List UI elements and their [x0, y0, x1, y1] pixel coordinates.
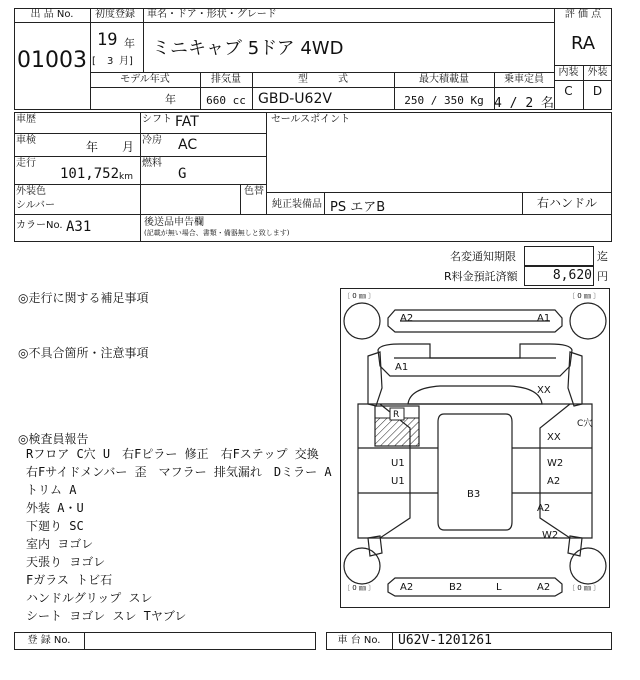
report-line: 下廻り SC: [26, 519, 84, 533]
car-diagram: [340, 288, 610, 608]
type-label: 型 式: [298, 74, 348, 85]
code-right-door-label: C穴: [577, 419, 593, 429]
recycle-unit: 円: [597, 270, 608, 283]
recycle-fee: 8,620: [552, 268, 592, 283]
tire-rear-left-icon: [344, 548, 380, 584]
eval-score: RA: [570, 33, 596, 54]
left-front-fender-icon: [368, 352, 382, 406]
code-right-front-door: XX: [547, 432, 561, 443]
code-roof: B3: [467, 489, 481, 500]
name-change-label: 名変通知期限: [450, 250, 516, 263]
chassis-label: 車 台 No.: [337, 635, 381, 646]
right-front-fender-icon: [568, 352, 582, 406]
mileage-value: 101,752: [60, 166, 120, 182]
report-line: 天張り ヨゴレ: [26, 555, 106, 569]
tire-front-right-icon: [570, 303, 606, 339]
shift-label: シフト: [142, 114, 172, 125]
tire-depth-top-right: 〔 0 ㎜ 〕: [568, 292, 601, 300]
car-name-label: 車名・ドア・形状・グレード: [147, 9, 277, 20]
history-label: 車歴: [16, 114, 36, 125]
mileage-label: 走行: [16, 158, 36, 169]
tire-depth-bottom-right: 〔 0 ㎜ 〕: [568, 584, 601, 592]
code-rear-bumper-4: A2: [537, 582, 551, 593]
color-no-label: カラーNo.: [16, 220, 63, 231]
displacement-value: 660 cc: [206, 94, 246, 107]
chassis-value: U62V-1201261: [398, 633, 492, 648]
code-right-front-fender: XX: [537, 385, 551, 396]
first-reg-month-open: [: [92, 56, 96, 67]
first-reg-year: 19: [97, 30, 118, 50]
equipment-value: PS エアB: [330, 200, 386, 215]
code-rear-bumper-1: A2: [400, 582, 414, 593]
history-line-2: [14, 156, 266, 157]
fuel-label: 燃料: [142, 158, 162, 169]
report-line: シート ヨゴレ スレ Tヤブレ: [26, 609, 187, 623]
car-name: ミニキャブ 5ドア 4WD: [152, 38, 344, 59]
equipment-label: 純正装備品: [272, 199, 322, 210]
code-rear-bumper-2: B2: [449, 582, 463, 593]
report-line: 室内 ヨゴレ: [26, 537, 94, 551]
capacity-label: 乗車定員: [504, 74, 544, 85]
equipment-divider: [324, 192, 325, 214]
max-load-value: 250 / 350 Kg: [404, 94, 484, 107]
code-front-bumper-right: A1: [537, 313, 551, 324]
damage-hatch-icon: [375, 418, 419, 446]
retrofit-label: 後送品申告欄: [144, 217, 204, 228]
roof-icon: [438, 414, 512, 530]
history-div-2: [266, 112, 267, 214]
header-divider-name: [143, 8, 144, 72]
code-front-bumper-left: A2: [400, 313, 414, 324]
sales-point-label: セールスポイント: [271, 114, 351, 125]
inspector-report-title: ◎検査員報告: [18, 432, 89, 446]
code-right-rear-2: A2: [547, 476, 561, 487]
inspection-label: 車検: [16, 135, 36, 146]
mileage-unit: km: [119, 172, 133, 182]
model-year-label: モデル年式: [120, 74, 170, 85]
retrofit-note: (記載が無い場合、書類・備器無しと致します): [144, 229, 290, 237]
code-hood: A1: [395, 362, 409, 373]
name-change-box: [524, 246, 594, 266]
first-reg-label: 初度登録: [95, 9, 135, 20]
lot-label: 出 品 No.: [30, 9, 74, 20]
report-line: Rフロア C穴 U 右Fピラー 修正 右Fステップ 交換: [26, 447, 319, 461]
code-box-r: R: [393, 410, 400, 420]
code-left-door-2: U1: [391, 476, 405, 487]
inspection-month-unit: 月: [122, 140, 135, 154]
color-no-value: A31: [66, 219, 92, 235]
name-change-unit: 迄: [597, 250, 608, 263]
reg-no-divider: [84, 632, 85, 650]
exterior-grade: D: [592, 84, 603, 98]
history-div-1: [140, 112, 141, 214]
spec-top-line: [90, 72, 554, 73]
shift-value: FAT: [175, 114, 199, 130]
code-right-rear-fender-2: W2: [542, 530, 559, 541]
code-left-door-1: U1: [391, 458, 405, 469]
eval-label: 評 価 点: [564, 9, 602, 20]
tire-front-left-icon: [344, 303, 380, 339]
report-line: 右Fサイドメンバー 歪 マフラー 排気漏れ Dミラー A: [26, 465, 332, 479]
color-change-divider: [240, 184, 241, 214]
exterior-color-value: シルバー: [16, 200, 56, 211]
ac-label: 冷房: [142, 135, 162, 146]
color-no-divider: [140, 214, 141, 242]
first-reg-month: 3: [107, 56, 114, 67]
spec-mid-line: [90, 87, 554, 88]
interior-grade: C: [564, 84, 573, 98]
driving-notes-title: ◎走行に関する補足事項: [18, 291, 149, 305]
chassis-divider: [392, 632, 393, 650]
history-line-3: [14, 184, 266, 185]
model-year-unit: 年: [165, 93, 176, 106]
rear-bumper-icon: [388, 578, 562, 596]
tire-depth-top-left: 〔 0 ㎜ 〕: [343, 292, 376, 300]
header-row-line: [14, 22, 554, 23]
fuel-value: G: [178, 166, 187, 182]
type-value: GBD-U62V: [258, 91, 332, 107]
tire-rear-right-icon: [570, 548, 606, 584]
max-load-label: 最大積載量: [419, 74, 469, 85]
first-reg-year-unit: 年: [124, 37, 135, 50]
exterior-color-label: 外装色: [16, 186, 46, 197]
defects-title: ◎不具合箇所・注意事項: [18, 346, 149, 360]
code-right-rear-1: W2: [547, 458, 564, 469]
history-line-4: [14, 214, 612, 215]
displacement-label: 排気量: [211, 74, 241, 85]
recycle-label: R料金預託済額: [444, 270, 518, 283]
color-change-label: 色替: [244, 186, 264, 197]
interior-label: 内装: [558, 67, 579, 78]
reg-no-label: 登 録 No.: [27, 635, 71, 646]
report-line: 外装 A・U: [26, 501, 84, 515]
steering-value: 右ハンドル: [536, 196, 597, 210]
ac-value: AC: [178, 137, 198, 153]
report-line: Fガラス トビ石: [26, 573, 113, 587]
code-rear-bumper-3: L: [496, 582, 502, 593]
sales-bottom-line: [266, 192, 612, 193]
report-line: ハンドルグリップ スレ: [26, 591, 153, 605]
report-line: トリム A: [26, 483, 77, 497]
header-divider-lot: [90, 8, 91, 110]
windshield-icon: [408, 386, 542, 404]
code-right-rear-fender-1: A2: [537, 503, 551, 514]
inspection-year-unit: 年: [86, 140, 99, 154]
first-reg-month-unit: 月]: [119, 56, 133, 67]
capacity-value: 4 / 2 名: [494, 96, 554, 111]
exterior-label: 外装: [587, 67, 608, 78]
history-line-1: [14, 133, 266, 134]
lot-number: 01003: [17, 48, 87, 73]
tire-depth-bottom-left: 〔 0 ㎜ 〕: [343, 584, 376, 592]
